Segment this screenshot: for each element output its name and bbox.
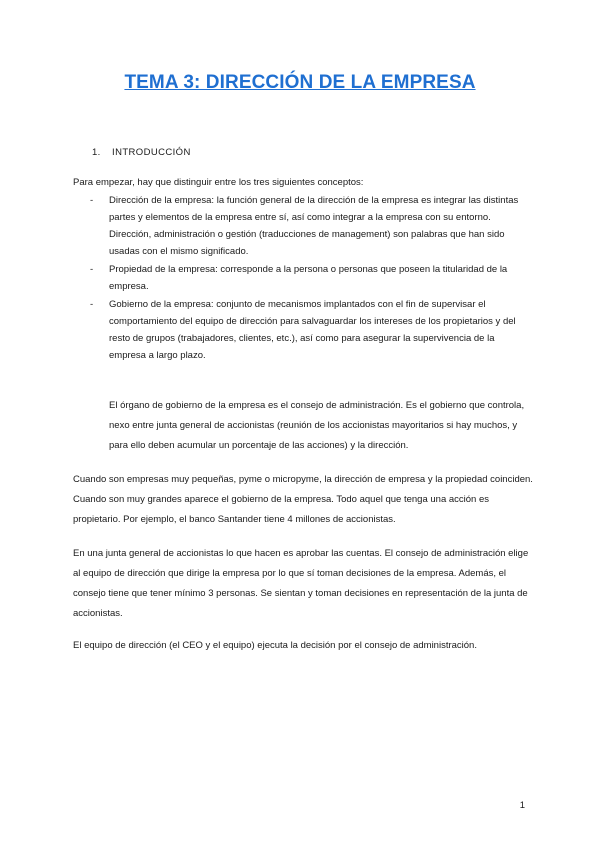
bullet-dash: - [90, 195, 94, 206]
governance-note: El órgano de gobierno de la empresa es el consejo de administración. Es el gobierno que controla, nexo entre junta general de accionistas (reunión de los accionistas mayoritarios si hay muchos, y para ello deben acumular un porcentaje de las acciones) y la dirección. [109, 400, 525, 451]
list-item [73, 296, 533, 364]
section-label: INTRODUCCIÓN [112, 147, 191, 158]
list-item [73, 261, 533, 295]
paragraph: En una junta general de accionistas lo que hacen es aprobar las cuentas. El consejo de administración elige al equipo de dirección que dirige la empresa por lo que sí toman decisiones de la empresa. Además, el consejo tiene que tener mínimo 3 personas. Se sientan y toman decisiones en representación de la junta de accionistas. [73, 548, 529, 619]
list-item-text: Propiedad de la empresa: corresponde a la persona o personas que poseen la titularidad de la empresa. [109, 264, 508, 292]
intro-paragraph: Para empezar, hay que distinguir entre los tres siguientes conceptos: [73, 177, 364, 188]
page-title: TEMA 3: DIRECCIÓN DE LA EMPRESA [124, 72, 476, 93]
paragraph: Cuando son empresas muy pequeñas, pyme o micropyme, la dirección de empresa y la propiedad coinciden. Cuando son muy grandes aparece el gobierno de la empresa. Todo aquel que tenga una acción es propietario. Por ejemplo, el banco Santander tiene 4 millones de accionistas. [73, 474, 533, 525]
section-number: 1. [92, 147, 101, 158]
list-item-text: Dirección de la empresa: la función general de la dirección de la empresa es integrar las distintas partes y elementos de la empresa entre sí, así como integrar a la empresa con su entorno. Dirección, administración o gestión (traducciones de management) son palabras que han sido usadas con el mismo significado. [109, 195, 519, 257]
bullet-dash: - [90, 264, 94, 275]
concepts-list [73, 192, 533, 364]
section-heading [92, 147, 191, 158]
bullet-dash: - [90, 299, 94, 310]
list-item-text: Gobierno de la empresa: conjunto de mecanismos implantados con el fin de supervisar el comportamiento del equipo de dirección para salvaguardar los intereses de los propietarios y del resto de grupos (trabajadores, clientes, etc.), así como para asegurar la supervivencia de la empresa a largo plazo. [109, 299, 516, 361]
paragraph: El equipo de dirección (el CEO y el equipo) ejecuta la decisión por el consejo de administración. [73, 640, 477, 651]
page-number: 1 [519, 800, 525, 811]
list-item [73, 192, 533, 260]
